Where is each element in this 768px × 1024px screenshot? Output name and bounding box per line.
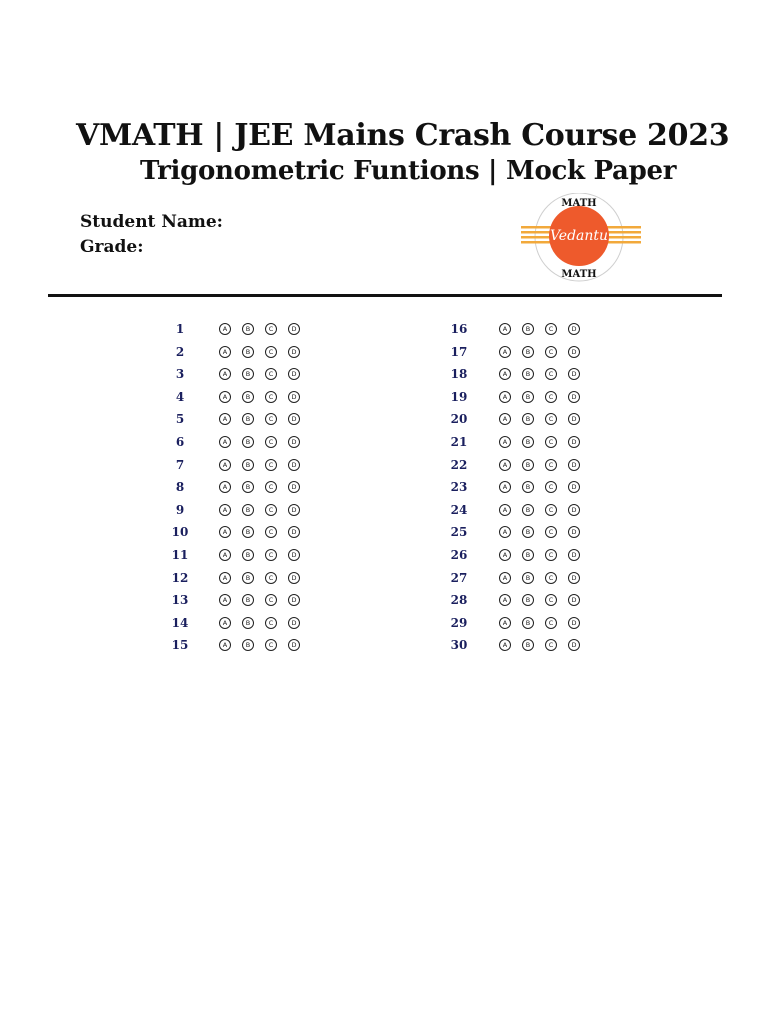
option-bubbles: [219, 346, 311, 358]
option-bubble[interactable]: A: [219, 459, 231, 471]
option-bubble[interactable]: A: [219, 504, 231, 516]
option-bubble[interactable]: B: [242, 526, 254, 538]
answer-row: [440, 523, 680, 546]
answer-row: [160, 523, 400, 546]
answer-row: [160, 365, 400, 388]
option-bubble[interactable]: B: [242, 549, 254, 561]
option-bubbles: [499, 459, 591, 471]
option-bubble[interactable]: B: [522, 481, 534, 493]
option-bubbles: [219, 617, 311, 629]
question-number: 27: [450, 570, 468, 585]
option-bubble[interactable]: A: [219, 436, 231, 448]
option-bubbles: [499, 504, 591, 516]
option-bubbles: [499, 639, 591, 651]
option-bubbles: [219, 481, 311, 493]
option-bubble[interactable]: A: [499, 504, 511, 516]
option-bubble[interactable]: D: [568, 346, 580, 358]
option-bubble[interactable]: B: [242, 459, 254, 471]
option-bubble[interactable]: D: [568, 549, 580, 561]
question-number: 15: [171, 638, 189, 653]
option-bubble[interactable]: D: [568, 526, 580, 538]
option-bubble[interactable]: D: [568, 504, 580, 516]
option-bubble[interactable]: B: [242, 391, 254, 403]
option-bubble[interactable]: B: [242, 639, 254, 651]
option-bubble[interactable]: B: [242, 436, 254, 448]
option-bubbles: [499, 368, 591, 380]
option-bubble[interactable]: A: [499, 572, 511, 584]
option-bubble[interactable]: C: [265, 549, 277, 561]
option-bubble[interactable]: C: [545, 549, 557, 561]
option-bubble[interactable]: D: [568, 572, 580, 584]
question-number: 30: [450, 638, 468, 653]
option-bubble[interactable]: A: [499, 346, 511, 358]
logo-bottom-text: MATH: [561, 269, 597, 280]
option-bubble[interactable]: D: [288, 526, 300, 538]
answer-row: [440, 410, 680, 433]
question-number: 6: [175, 434, 185, 449]
option-bubble[interactable]: C: [265, 481, 277, 493]
question-number: 28: [450, 593, 468, 608]
option-bubble[interactable]: D: [288, 368, 300, 380]
option-bubble[interactable]: C: [545, 526, 557, 538]
option-bubble[interactable]: A: [219, 391, 231, 403]
option-bubbles: [499, 594, 591, 606]
answer-row: [160, 410, 400, 433]
question-number: 22: [450, 457, 468, 472]
option-bubble[interactable]: C: [545, 594, 557, 606]
option-bubble[interactable]: B: [242, 346, 254, 358]
option-bubbles: [219, 459, 311, 471]
option-bubble[interactable]: C: [545, 323, 557, 335]
option-bubble[interactable]: B: [522, 323, 534, 335]
answer-row: [440, 320, 680, 343]
option-bubble[interactable]: C: [545, 617, 557, 629]
answer-row: [440, 591, 680, 614]
option-bubble[interactable]: C: [265, 346, 277, 358]
question-number: 11: [171, 547, 189, 562]
option-bubbles: [219, 572, 311, 584]
option-bubble[interactable]: B: [522, 639, 534, 651]
option-bubble[interactable]: D: [288, 594, 300, 606]
option-bubble[interactable]: B: [522, 436, 534, 448]
option-bubble[interactable]: B: [522, 413, 534, 425]
option-bubble[interactable]: D: [568, 413, 580, 425]
option-bubble[interactable]: B: [522, 391, 534, 403]
option-bubble[interactable]: A: [499, 391, 511, 403]
option-bubble[interactable]: A: [499, 481, 511, 493]
option-bubble[interactable]: D: [568, 639, 580, 651]
question-number: 25: [450, 525, 468, 540]
question-number: 9: [175, 502, 185, 517]
option-bubble[interactable]: B: [522, 572, 534, 584]
logo-brand-text: Vedantu: [549, 228, 609, 244]
option-bubble[interactable]: B: [522, 526, 534, 538]
question-number: 7: [175, 457, 185, 472]
option-bubble[interactable]: A: [219, 481, 231, 493]
answer-row: [440, 636, 680, 659]
option-bubbles: [219, 368, 311, 380]
option-bubbles: [219, 436, 311, 448]
option-bubble[interactable]: A: [219, 617, 231, 629]
option-bubble[interactable]: D: [568, 436, 580, 448]
answer-column-right: [440, 320, 680, 659]
option-bubble[interactable]: C: [265, 459, 277, 471]
question-number: 16: [450, 322, 468, 336]
question-number: 8: [175, 480, 185, 495]
answer-row: [160, 501, 400, 524]
option-bubble[interactable]: C: [265, 594, 277, 606]
option-bubble[interactable]: A: [499, 413, 511, 425]
answer-row: [440, 433, 680, 456]
option-bubble[interactable]: A: [499, 617, 511, 629]
option-bubble[interactable]: B: [522, 346, 534, 358]
option-bubble[interactable]: B: [242, 481, 254, 493]
option-bubble[interactable]: A: [219, 572, 231, 584]
option-bubble[interactable]: A: [219, 413, 231, 425]
option-bubble[interactable]: B: [242, 617, 254, 629]
option-bubble[interactable]: D: [288, 346, 300, 358]
answer-row: [440, 614, 680, 637]
option-bubble[interactable]: C: [545, 639, 557, 651]
option-bubble[interactable]: B: [242, 323, 254, 335]
option-bubbles: [499, 549, 591, 561]
question-number: 2: [175, 344, 185, 359]
option-bubbles: [219, 413, 311, 425]
option-bubble[interactable]: C: [545, 368, 557, 380]
question-number: 23: [450, 480, 468, 495]
option-bubbles: [499, 436, 591, 448]
option-bubble[interactable]: B: [242, 504, 254, 516]
option-bubble[interactable]: D: [288, 481, 300, 493]
option-bubble[interactable]: B: [522, 549, 534, 561]
option-bubble[interactable]: A: [219, 346, 231, 358]
question-number: 5: [175, 412, 185, 427]
option-bubble[interactable]: C: [545, 413, 557, 425]
option-bubbles: [219, 391, 311, 403]
answer-row: [440, 388, 680, 411]
option-bubble[interactable]: B: [522, 594, 534, 606]
answer-row: [160, 433, 400, 456]
option-bubble[interactable]: C: [545, 346, 557, 358]
option-bubble[interactable]: C: [545, 459, 557, 471]
option-bubble[interactable]: B: [522, 368, 534, 380]
option-bubble[interactable]: D: [288, 549, 300, 561]
option-bubble[interactable]: D: [568, 368, 580, 380]
option-bubble[interactable]: A: [219, 323, 231, 335]
option-bubble[interactable]: D: [288, 459, 300, 471]
question-number: 3: [175, 367, 185, 382]
question-number: 24: [450, 502, 468, 517]
option-bubble[interactable]: B: [242, 413, 254, 425]
vedantu-math-logo: [521, 193, 641, 283]
question-number: 21: [450, 434, 468, 449]
option-bubble[interactable]: D: [288, 391, 300, 403]
option-bubble[interactable]: C: [265, 639, 277, 651]
option-bubble[interactable]: A: [219, 549, 231, 561]
option-bubbles: [219, 639, 311, 651]
option-bubble[interactable]: D: [288, 504, 300, 516]
option-bubble[interactable]: C: [545, 572, 557, 584]
option-bubble[interactable]: A: [499, 323, 511, 335]
option-bubble[interactable]: C: [265, 504, 277, 516]
answer-row: [440, 456, 680, 479]
question-number: 14: [171, 615, 189, 630]
grade-label: Grade:: [80, 237, 144, 257]
question-number: 1: [175, 322, 185, 336]
option-bubble[interactable]: D: [568, 481, 580, 493]
answer-row: [440, 501, 680, 524]
option-bubble[interactable]: A: [219, 594, 231, 606]
option-bubble[interactable]: A: [219, 639, 231, 651]
option-bubble[interactable]: B: [242, 368, 254, 380]
option-bubble[interactable]: D: [568, 391, 580, 403]
question-number: 17: [450, 344, 468, 359]
option-bubble[interactable]: C: [265, 413, 277, 425]
logo-top-text: MATH: [561, 198, 597, 209]
option-bubbles: [499, 572, 591, 584]
option-bubble[interactable]: C: [265, 572, 277, 584]
question-number: 26: [450, 547, 468, 562]
option-bubble[interactable]: D: [568, 459, 580, 471]
option-bubble[interactable]: C: [545, 504, 557, 516]
option-bubble[interactable]: B: [522, 504, 534, 516]
option-bubble[interactable]: A: [499, 368, 511, 380]
option-bubble[interactable]: C: [545, 391, 557, 403]
option-bubble[interactable]: D: [288, 639, 300, 651]
option-bubble[interactable]: A: [499, 526, 511, 538]
option-bubble[interactable]: A: [499, 594, 511, 606]
page-subtitle: Trigonometric Funtions | Mock Paper: [140, 156, 677, 186]
answer-row: [160, 636, 400, 659]
option-bubble[interactable]: C: [545, 436, 557, 448]
answer-row: [160, 614, 400, 637]
answer-row: [440, 365, 680, 388]
option-bubbles: [219, 504, 311, 516]
question-number: 13: [171, 593, 189, 608]
option-bubbles: [499, 526, 591, 538]
option-bubble[interactable]: D: [568, 323, 580, 335]
answer-row: [160, 478, 400, 501]
answer-row: [440, 343, 680, 366]
option-bubble[interactable]: C: [265, 323, 277, 335]
option-bubble[interactable]: C: [265, 368, 277, 380]
option-bubble[interactable]: A: [499, 459, 511, 471]
answer-row: [160, 320, 400, 343]
option-bubble[interactable]: C: [265, 617, 277, 629]
option-bubble[interactable]: B: [522, 459, 534, 471]
option-bubble[interactable]: C: [265, 526, 277, 538]
option-bubble[interactable]: B: [242, 594, 254, 606]
answer-row: [160, 569, 400, 592]
option-bubble[interactable]: C: [265, 391, 277, 403]
header-divider: [48, 294, 722, 297]
question-number: 12: [171, 570, 189, 585]
page-title: VMATH | JEE Mains Crash Course 2023: [76, 118, 730, 153]
option-bubble[interactable]: D: [288, 323, 300, 335]
question-number: 4: [175, 389, 185, 404]
option-bubble[interactable]: B: [242, 572, 254, 584]
answer-column-left: [160, 320, 400, 659]
option-bubbles: [499, 391, 591, 403]
logo-graphic: [521, 193, 641, 283]
option-bubble[interactable]: A: [219, 368, 231, 380]
answer-row: [160, 456, 400, 479]
option-bubble[interactable]: A: [219, 526, 231, 538]
answer-row: [440, 546, 680, 569]
option-bubbles: [499, 346, 591, 358]
option-bubble[interactable]: D: [288, 572, 300, 584]
option-bubbles: [219, 526, 311, 538]
option-bubble[interactable]: D: [288, 436, 300, 448]
question-number: 20: [450, 412, 468, 427]
answer-row: [160, 343, 400, 366]
option-bubble[interactable]: D: [288, 617, 300, 629]
option-bubble[interactable]: C: [545, 481, 557, 493]
question-number: 19: [450, 389, 468, 404]
option-bubble[interactable]: C: [265, 436, 277, 448]
option-bubble[interactable]: B: [522, 617, 534, 629]
answer-row: [440, 478, 680, 501]
option-bubble[interactable]: D: [568, 617, 580, 629]
answer-row: [160, 546, 400, 569]
option-bubble[interactable]: A: [499, 549, 511, 561]
option-bubble[interactable]: A: [499, 436, 511, 448]
option-bubbles: [499, 413, 591, 425]
option-bubbles: [219, 594, 311, 606]
option-bubbles: [499, 617, 591, 629]
option-bubbles: [219, 549, 311, 561]
option-bubble[interactable]: D: [568, 594, 580, 606]
answer-row: [160, 591, 400, 614]
option-bubbles: [219, 323, 311, 335]
option-bubble[interactable]: A: [499, 639, 511, 651]
answer-row: [440, 569, 680, 592]
question-number: 10: [171, 525, 189, 540]
option-bubbles: [499, 323, 591, 335]
option-bubbles: [499, 481, 591, 493]
student-name-label: Student Name:: [80, 212, 223, 232]
question-number: 18: [450, 367, 468, 382]
answer-row: [160, 388, 400, 411]
question-number: 29: [450, 615, 468, 630]
option-bubble[interactable]: D: [288, 413, 300, 425]
